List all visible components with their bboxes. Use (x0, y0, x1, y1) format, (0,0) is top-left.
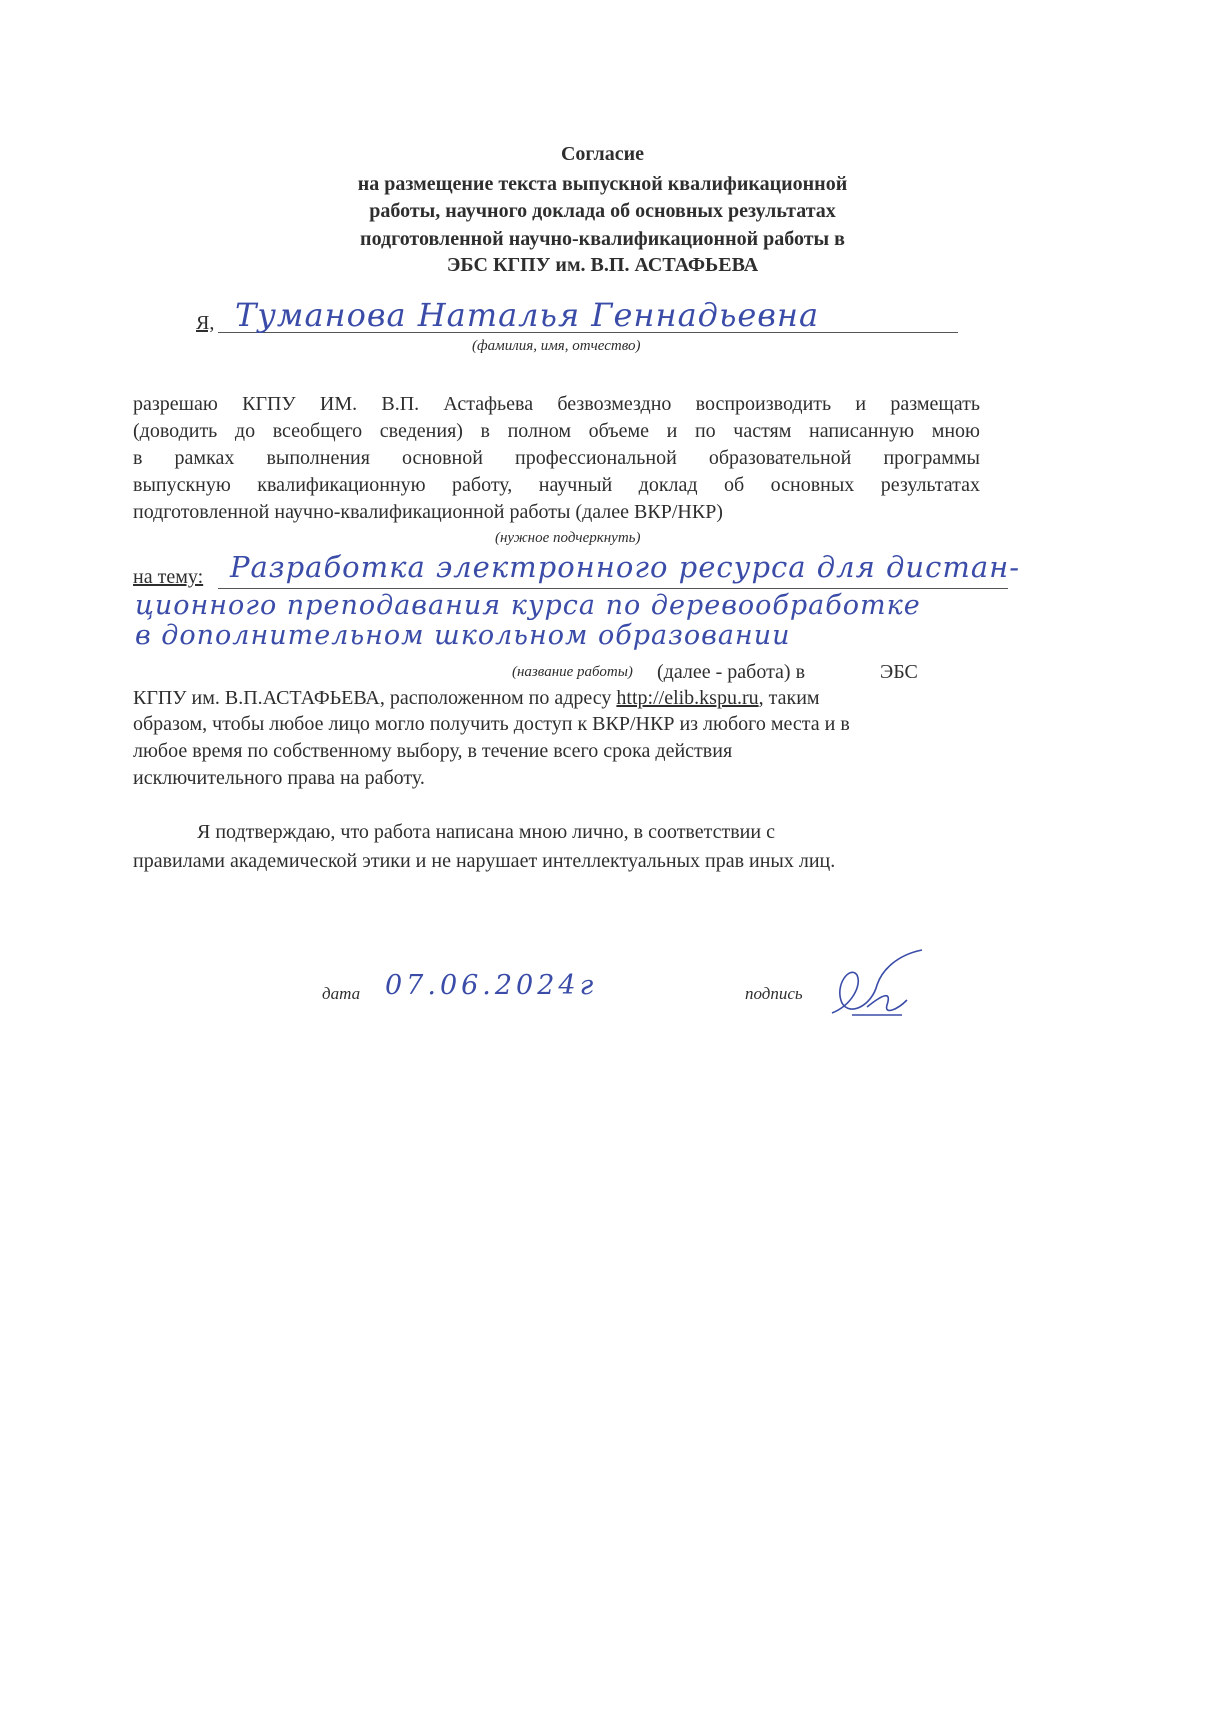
confirm-line: Я подтверждаю, что работа написана мною лично, в соответствии с (197, 821, 775, 843)
body-line: подготовленной научно-квалификационной работы (далее ВКР/НКР) (133, 501, 723, 523)
body2-line: любое время по собственному выбору, в течение всего срока действия (133, 740, 733, 762)
doc-subtitle-line: на размещение текста выпускной квалификационной (357, 173, 848, 195)
handwritten-name: Туманова Наталья Геннадьевна (235, 296, 820, 334)
body2-line: исключительного права на работу. (133, 767, 425, 789)
signature-label: подпись (745, 984, 803, 1003)
name-caption: (фамилия, имя, отчество) (472, 338, 641, 354)
body2-text: КГПУ им. В.П.АСТАФЬЕВА, расположенном по адресу (133, 687, 617, 709)
handwritten-topic-line: Разработка электронного ресурса для дистан- (230, 550, 1021, 584)
topic-caption-tail: (далее - работа) в (657, 661, 806, 683)
underline-note: (нужное подчеркнуть) (495, 530, 641, 546)
body2-text: , таким (758, 687, 820, 709)
name-prefix: Я, (196, 312, 215, 334)
body-line: (доводить до всеобщего сведения) в полном объеме и по частям написанную мною (133, 420, 980, 442)
handwritten-topic-line: ционного преподавания курса по деревообработке (135, 590, 921, 621)
doc-subtitle-line: подготовленной научно-квалификационной работы в (360, 228, 845, 250)
body2-line (133, 687, 820, 710)
body-line: в рамках выполнения основной профессиональной образовательной программы (133, 447, 980, 469)
doc-subtitle-line: работы, научного доклада об основных результатах (369, 200, 836, 222)
topic-underline (218, 588, 1008, 589)
date-label: дата (322, 984, 361, 1003)
elib-link[interactable]: http://elib.kspu.ru (616, 687, 759, 709)
topic-prefix: на тему: (133, 566, 204, 588)
body2-line: образом, чтобы любое лицо могло получить доступ к ВКР/НКР из любого места и в (133, 713, 850, 735)
handwritten-topic-line: в дополнительном школьном образовании (135, 620, 791, 651)
body-line: разрешаю КГПУ ИМ. В.П. Астафьева безвозмездно воспроизводить и размещать (133, 393, 980, 415)
topic-caption-ebs: ЭБС (880, 661, 918, 683)
confirm-line: правилами академической этики и не нарушает интеллектуальных прав иных лиц. (133, 850, 836, 872)
topic-caption: (название работы) (512, 664, 633, 680)
handwritten-signature (822, 945, 932, 1025)
doc-title: Согласие (560, 143, 644, 165)
handwritten-date: 07.06.2024г (385, 970, 598, 1001)
doc-subtitle-line: ЭБС КГПУ им. В.П. АСТАФЬЕВА (446, 254, 759, 276)
body-line: выпускную квалификационную работу, научный доклад об основных результатах (133, 474, 980, 496)
